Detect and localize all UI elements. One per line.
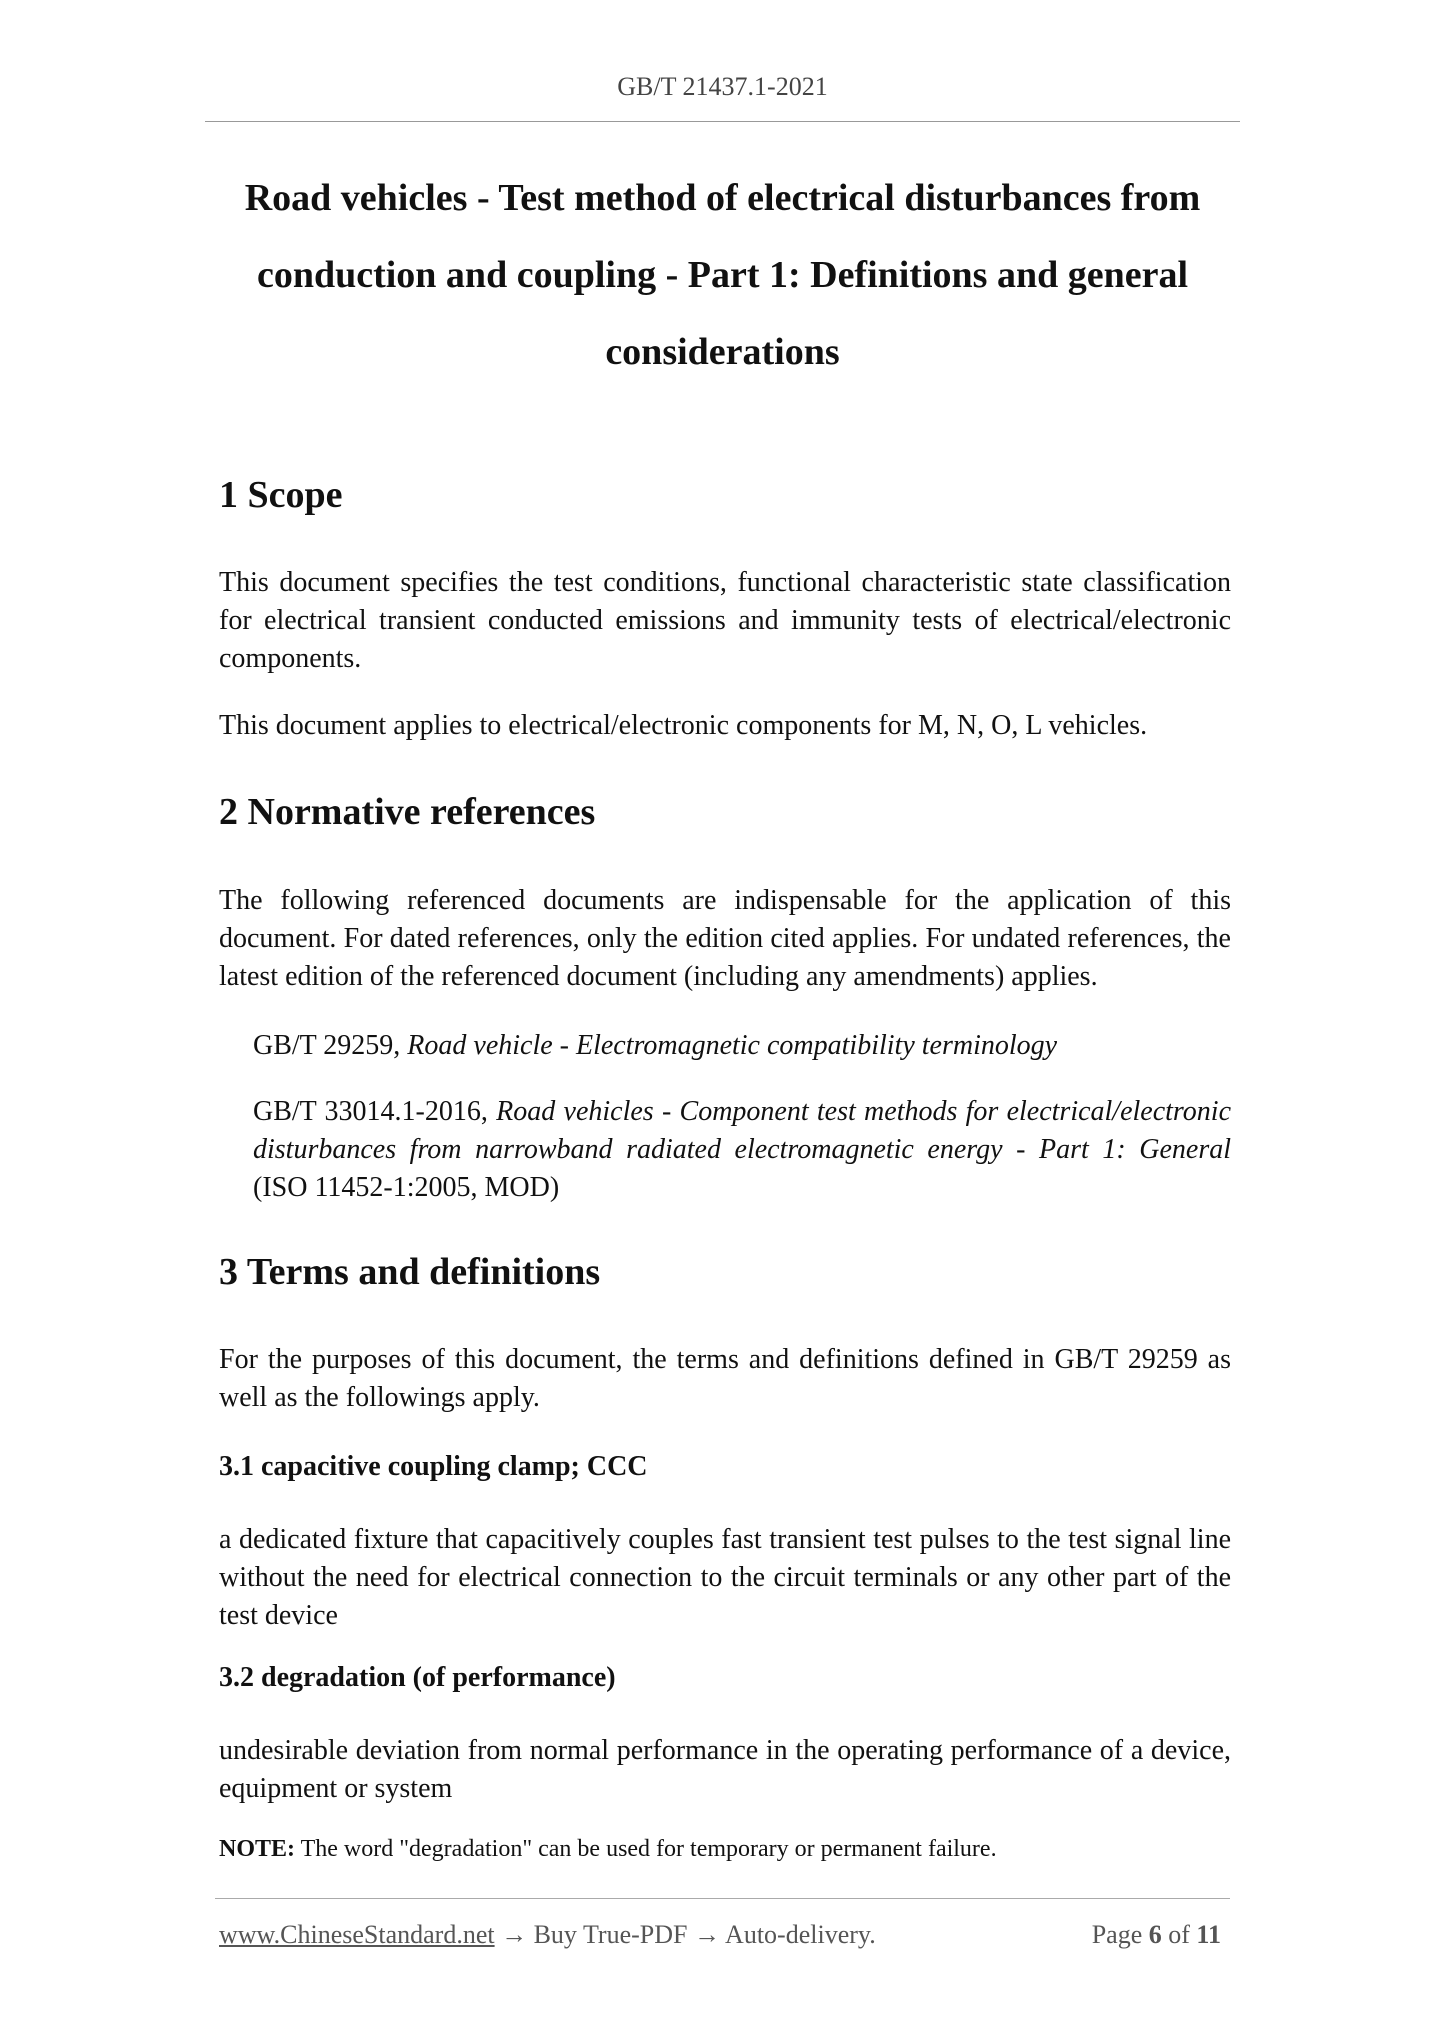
reference-1-title: Road vehicle - Electromagnetic compatibility terminology [407, 1030, 1058, 1061]
reference-2-title: Road vehicles - Component test methods for electrical/electronic disturbances from narrowband radiated electromagnetic energy - Part 1: General [253, 1096, 1231, 1165]
running-header: GB/T 21437.1-2021 [617, 72, 828, 101]
title-line-2: conduction and coupling - Part 1: Definitions and general [256, 254, 1189, 296]
scope-paragraph-1: This document specifies the test conditions, functional characteristic state classification for electrical transient conducted emissions and immunity tests of electrical/electronic components. [219, 567, 1231, 674]
title-line-3: considerations [605, 331, 840, 373]
footer-divider [215, 1898, 1230, 1899]
normative-paragraph: The following referenced documents are indispensable for the application of this document. For dated references, only the edition cited applies. For undated references, the latest edition of the referenced document (including any amendments) applies. [219, 885, 1231, 992]
term-3-2-heading: 3.2 degradation (of performance) [219, 1662, 616, 1693]
note-label: NOTE: [219, 1836, 296, 1862]
footer-promo-text: → Buy True-PDF → Auto-delivery. [501, 1920, 876, 1949]
website-link[interactable]: www.ChineseStandard.net [219, 1920, 495, 1949]
page-of: of [1168, 1920, 1190, 1949]
reference-2-suffix: (ISO 11452-1:2005, MOD) [253, 1172, 560, 1203]
heading-scope: 1 Scope [219, 474, 343, 516]
page-label: Page [1091, 1920, 1143, 1949]
note-text: The word "degradation" can be used for temporary or permanent failure. [300, 1836, 997, 1862]
page-current: 6 [1148, 1920, 1162, 1949]
reference-1-code: GB/T 29259, [253, 1030, 401, 1061]
title-line-1: Road vehicles - Test method of electrical disturbances from [244, 177, 1201, 219]
reference-item-2 [253, 1093, 1231, 1207]
term-3-2-definition: undesirable deviation from normal performance in the operating performance of a device, equipment or system [219, 1735, 1231, 1804]
footer-promo [219, 1920, 876, 1950]
reference-2-code: GB/T 33014.1-2016, [253, 1096, 488, 1127]
page-total: 11 [1196, 1920, 1221, 1949]
terms-paragraph: For the purposes of this document, the terms and definitions defined in GB/T 29259 as well as the followings apply. [219, 1344, 1231, 1413]
reference-item-1 [253, 1027, 1231, 1065]
term-3-1-heading: 3.1 capacitive coupling clamp; CCC [219, 1451, 648, 1482]
heading-terms-definitions: 3 Terms and definitions [219, 1251, 601, 1293]
page-indicator [1092, 1920, 1221, 1950]
scope-paragraph-2: This document applies to electrical/electronic components for M, N, O, L vehicles. [219, 710, 1148, 741]
heading-normative-references: 2 Normative references [219, 791, 596, 833]
term-3-1-definition: a dedicated fixture that capacitively couples fast transient test pulses to the test signal line without the need for electrical connection to the circuit terminals or any other part of the test device [219, 1524, 1231, 1631]
note [219, 1836, 997, 1863]
header-divider [205, 121, 1240, 122]
document-title [170, 160, 1275, 391]
